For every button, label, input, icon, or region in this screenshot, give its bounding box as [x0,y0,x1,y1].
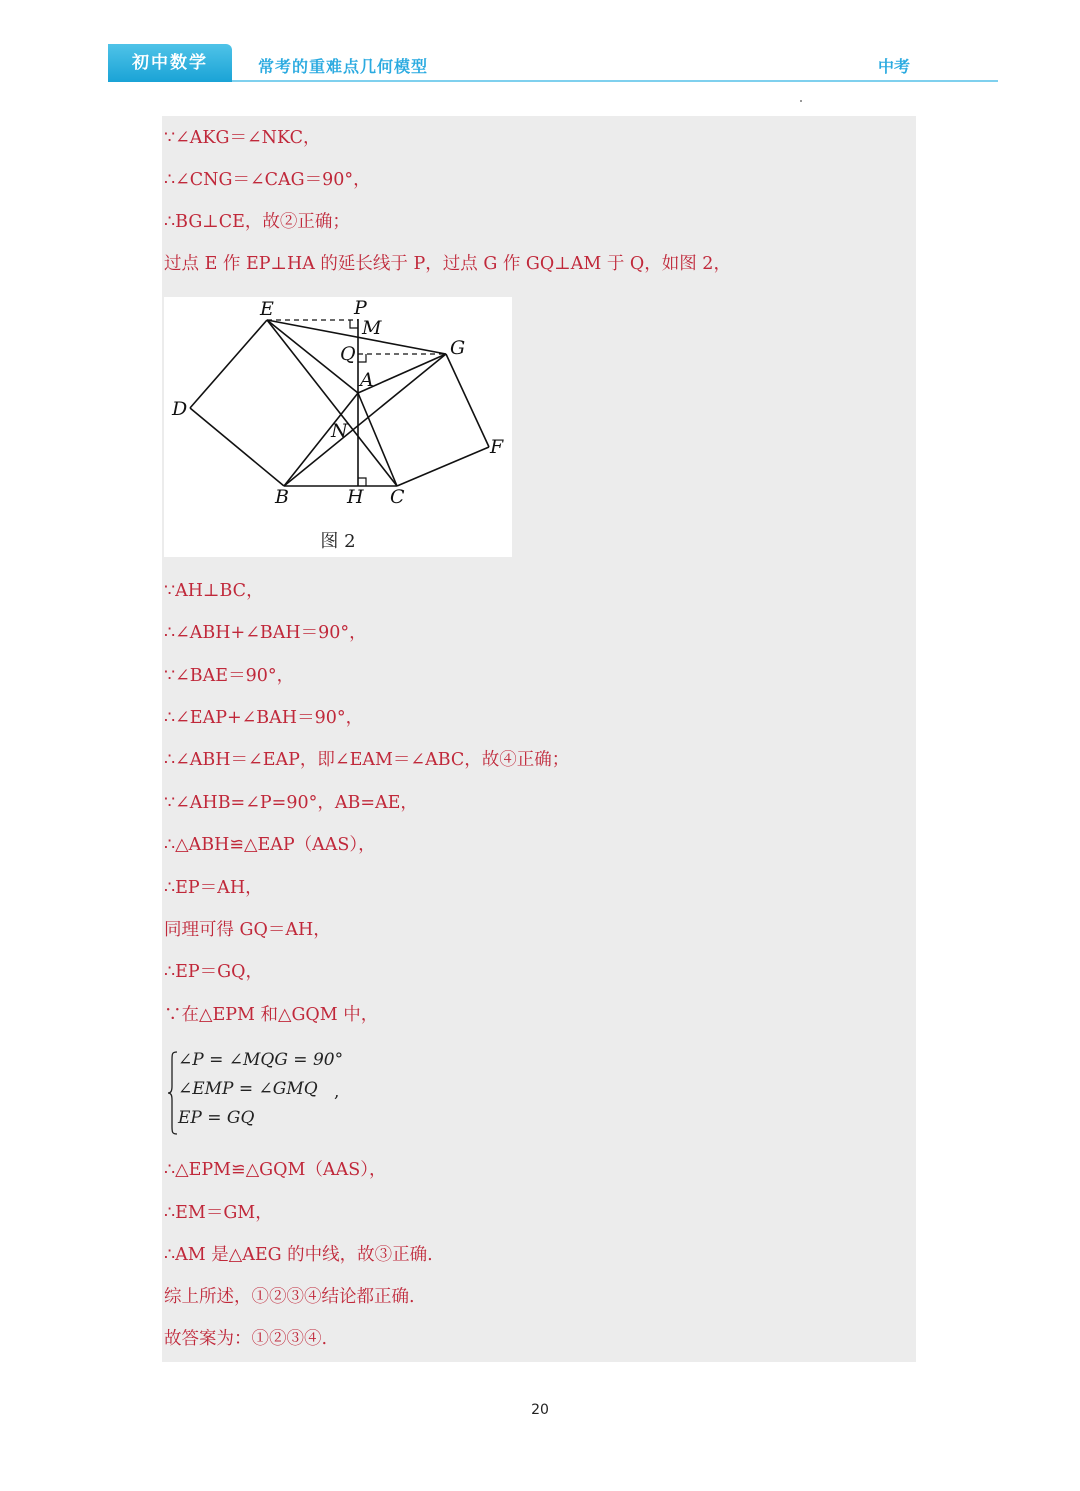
seg-DB [190,408,284,486]
seg-FC [397,447,489,486]
solution-line: ∴BG⊥CE，故②正确； [164,212,350,232]
solution-line: ∴∠EAP+∠BAH＝90°， [164,708,364,728]
label-A: A [360,369,374,391]
label-B: B [275,486,289,508]
solution-line: ∵∠AHB=∠P=90°，AB=AE， [164,793,418,813]
solution-line: ∴EP＝GQ， [164,962,264,982]
header-subtitle: 常考的重难点几何模型 [258,57,429,76]
solution-line: ∴△EPM≌△GQM（AAS）， [164,1160,387,1180]
seg-GF [446,354,489,447]
solution-line: ∴∠ABH+∠BAH＝90°， [164,623,367,643]
label-Q: Q [340,343,356,365]
solution-line: ∴∠ABH＝∠EAP，即∠EAM＝∠ABC，故④正确； [164,750,570,770]
system-row: ∠P = ∠MQG = 90° [178,1050,344,1070]
solution-line: 同理可得 GQ＝AH， [164,920,331,940]
label-G: G [450,337,466,359]
seg-EG [267,320,446,354]
solution-line: ∴AM 是△AEG 的中线，故③正确. [164,1245,433,1265]
header-rule [232,80,998,82]
solution-line: ∴∠CNG＝∠CAG＝90°， [164,170,371,190]
solution-line: ∴△ABH≌△EAP（AAS）， [164,835,376,855]
label-P: P [354,297,367,319]
left-brace [168,1050,178,1136]
solution-line: ∴EP＝AH， [164,878,263,898]
label-D: D [172,398,188,420]
page-header [108,44,998,82]
header-right-label: 中考 [877,57,910,76]
right-angle-H [358,478,366,486]
label-H: H [347,486,364,508]
label-M: M [362,317,382,339]
header-tab: 初中数学 [108,44,232,82]
seg-ED [190,320,267,408]
label-E: E [260,298,274,320]
system-comma: , [334,1082,340,1102]
right-angle-P [350,320,358,328]
equation-system [168,1050,368,1136]
solution-line: 故答案为：①②③④. [164,1329,328,1349]
system-row: EP = GQ [178,1108,255,1128]
speck [800,100,802,102]
solution-line: 过点 E 作 EP⊥HA 的延长线于 P，过点 G 作 GQ⊥AM 于 Q，如图 2， [164,254,731,274]
solution-panel [162,116,916,1362]
solution-line: ∵在△EPM 和△GQM 中， [164,1005,379,1025]
system-row: ∠EMP = ∠GMQ [178,1079,318,1099]
label-N: N [331,420,348,442]
solution-line: ∵∠AKG＝∠NKC， [164,128,321,148]
seg-EC [267,320,397,486]
page-number: 20 [531,1402,549,1418]
figure-caption: 图 2 [320,531,356,552]
solution-line: ∴EM＝GM， [164,1203,273,1223]
solution-line: ∵∠BAE＝90°， [164,666,295,686]
label-C: C [390,486,405,508]
geometry-diagram [164,297,512,527]
label-F: F [490,436,504,458]
seg-CA [358,393,397,486]
solution-line: 综上所述，①②③④结论都正确. [164,1287,415,1307]
right-angle-Q [358,354,366,362]
figure-2 [164,297,512,557]
solution-line: ∵AH⊥BC， [164,581,264,601]
